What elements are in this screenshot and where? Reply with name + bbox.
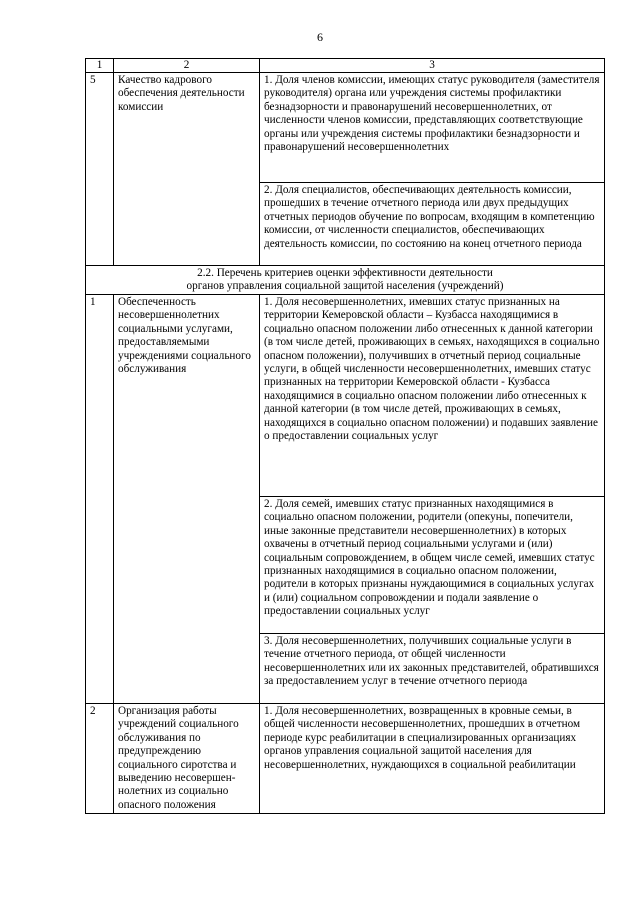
criterion-item: 1. Доля членов комиссии, имеющих статус руководителя (заместителя руководителя) органа или учреждения системы профилактики безнадзорности и правонарушений несовершеннолетних, от численности членов комиссии, представляющих соответствующие органы или учреждения системы профилактики безнадзорности и правонарушений несовершеннолетних <box>260 73 605 183</box>
criterion-item: 3. Доля несовершеннолетних, получивших социальные услуги в течение отчетного периода, от общей численности несовершеннолетних или их законных представителей, обратившихся за предоставлением услуг в течение отчетного периода <box>260 634 605 704</box>
page-number: 6 <box>317 30 323 44</box>
section-heading-line-1: 2.2. Перечень критериев оценки эффективности деятельности <box>197 267 493 279</box>
table-row <box>86 73 605 183</box>
criterion-item: 1. Доля несовершеннолетних, имевших статус признанных на территории Кемеровской области – Кузбасса находящимися в социально опасном положении либо отнесенных к данной категории (в том числе детей, проживающих в семьях, находящихся в социально опасном положении), получивших в отчетный период социальные услуги, в общей численности несовершеннолетних, имевших статус признанных на территории Кемеровской области - Кузбасса находящимися в социально опасном положении либо отнесенных к данной категории (в том числе детей, проживающих в семьях, находящихся в социально опасном положении) и подавших заявление о предоставлении социальных услуг <box>260 295 605 497</box>
table-row <box>86 704 605 814</box>
row-number: 1 <box>86 295 114 704</box>
criterion-name: Качество кадрового обеспечения деятельности комиссии <box>114 73 260 266</box>
criterion-item: 2. Доля семей, имевших статус признанных находящимися в социально опасном положении, родители (опекуны, попечители, иные законные представители несовершеннолетних) в которых охвачены в отчетный период социальными услугами и (или) социальным сопровождением, в общем числе семей, имевших статус признанных находящимися в социально опасном положении, родители в которых признаны нуждающимися в социальных услугах и (или) социальном сопровождении и подали заявление о предоставлении социальных услуг <box>260 497 605 634</box>
criterion-name: Организация работы учреждений социального обслуживания по предупреждению социального сиротства и выведению несовершен-нолетних из социально опасного положения <box>114 704 260 814</box>
column-header-1: 1 <box>86 59 114 73</box>
criteria-table <box>85 58 605 814</box>
table-header-row <box>86 59 605 73</box>
section-heading-row <box>86 266 605 295</box>
section-heading-line-2: органов управления социальной защитой населения (учреждений) <box>186 280 504 292</box>
criterion-item: 1. Доля несовершеннолетних, возвращенных в кровные семьи, в общей численности несовершеннолетних, прошедших в отчетном периоде курс реабилитации в специализированных организациях органов управления социальной защитой населения для несовершеннолетних, нуждающихся в социальной реабилитации <box>260 704 605 814</box>
column-header-2: 2 <box>114 59 260 73</box>
criterion-item: 2. Доля специалистов, обеспечивающих деятельность комиссии, прошедших в течение отчетного периода или двух предыдущих отчетных периодов обучение по вопросам, входящим в компетенцию комиссии, от численности специалистов, обеспечивающих деятельность комиссии, по состоянию на конец отчетного периода <box>260 183 605 266</box>
column-header-3: 3 <box>260 59 605 73</box>
table-row <box>86 295 605 497</box>
section-heading <box>86 266 605 295</box>
row-number: 2 <box>86 704 114 814</box>
row-number: 5 <box>86 73 114 266</box>
criterion-name: Обеспеченность несовершеннолетних социальными услугами, предоставляемыми учреждениями социального обслуживания <box>114 295 260 704</box>
